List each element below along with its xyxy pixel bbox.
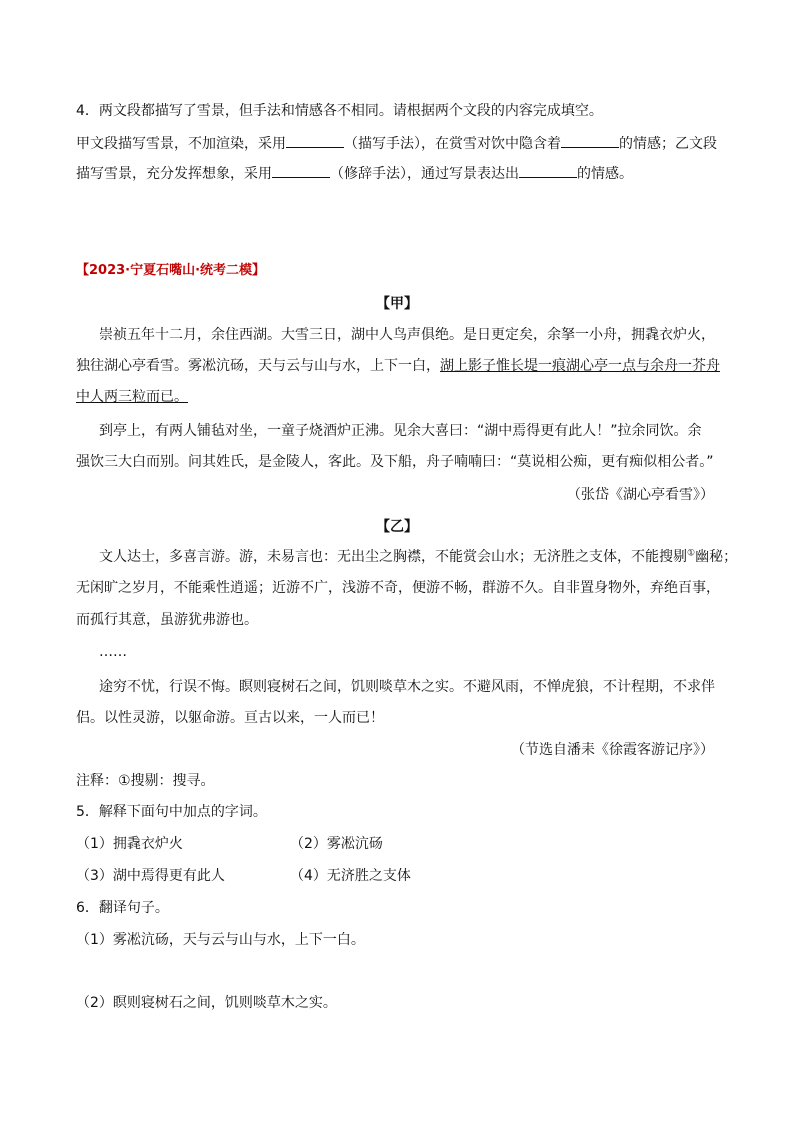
footnote: 注释：①搜剔：搜寻。 xyxy=(76,773,215,789)
passage-jia-line: 崇祯五年十二月，余住西湖。大雪三日，湖中人鸟声俱绝。是日更定矣，余拏一小舟，拥毳衣炉火， xyxy=(99,327,715,343)
answer-blank[interactable] xyxy=(519,163,577,178)
passage-text: 幽秘； xyxy=(695,549,738,565)
passage-yi-line xyxy=(99,547,737,567)
passage-yi-heading: 【乙】 xyxy=(376,519,418,535)
question-4-title: 4．两文段都描写了雪景，但手法和情感各不相同。请根据两个文段的内容完成填空。 xyxy=(76,103,603,119)
q4-text: （修辞手法），通过写景表达出 xyxy=(330,166,519,182)
question-6-item: （2）瞑则寝树石之间，饥则啖草木之实。 xyxy=(76,995,337,1011)
question-6-title: 6．翻译句子。 xyxy=(76,900,169,916)
question-5-item: （1）拥毳衣炉火 xyxy=(76,836,183,852)
passage-yi-source: （节选自潘耒《徐霞客游记序》） xyxy=(511,742,714,758)
passage-jia-line xyxy=(76,356,720,376)
answer-blank[interactable] xyxy=(561,133,619,148)
question-5-item: （4）无济胜之支体 xyxy=(290,868,411,884)
passage-yi-line: 途穷不忧，行误不悔。瞑则寝树石之间，饥则啖草木之实。不避风雨，不惮虎狼，不计程期，不求伴 xyxy=(99,679,715,695)
passage-jia-source: （张岱《湖心亭看雪》） xyxy=(567,487,714,503)
footnote-marker: ① xyxy=(687,548,696,559)
question-5-item: （3）湖中焉得更有此人 xyxy=(76,868,225,884)
passage-yi-line: 侣。以性灵游，以躯命游。亘古以来，一人而已！ xyxy=(76,710,384,726)
question-6-item: （1）雾凇沆砀，天与云与山与水，上下一白。 xyxy=(76,932,365,948)
passage-yi-line: 而孤行其意，虽游犹弗游也。 xyxy=(76,612,258,628)
question-4-line-2 xyxy=(76,163,633,184)
q4-text: 描写雪景，充分发挥想象，采用 xyxy=(76,166,272,182)
underlined-sentence: 湖上影子惟长堤一痕湖心亭一点与余舟一芥舟 xyxy=(440,358,720,374)
q4-text: 甲文段描写雪景，不加渲染，采用 xyxy=(76,136,286,152)
passage-jia-line: 到亭上，有两人铺毡对坐，一童子烧酒炉正沸。见余大喜曰：“湖中焉得更有此人！”拉余同饮。余 xyxy=(99,423,702,439)
underlined-sentence: 中人两三粒而已。 xyxy=(76,389,188,405)
question-5-item: （2）雾凇沆砀 xyxy=(290,836,383,852)
ellipsis: …… xyxy=(99,644,127,660)
source-tag: 【2023·宁夏石嘴山·统考二模】 xyxy=(76,263,266,278)
q4-text: （描写手法），在赏雪对饮中隐含着 xyxy=(344,136,561,152)
answer-blank[interactable] xyxy=(286,133,344,148)
passage-text: 文人达士，多喜言游。游，未易言也：无出尘之胸襟，不能赏会山水；无济胜之支体，不能搜剔 xyxy=(99,549,687,565)
passage-jia-line: 强饮三大白而别。问其姓氏，是金陵人，客此。及下船，舟子喃喃曰：“莫说相公痴，更有痴似相公者。” xyxy=(76,454,714,470)
passage-text: 独往湖心亭看雪。雾凇沆砀，天与云与山与水，上下一白， xyxy=(76,358,440,374)
question-4-line-1 xyxy=(76,133,717,154)
q4-text: 的情感；乙文段 xyxy=(619,136,717,152)
passage-jia-heading: 【甲】 xyxy=(376,296,418,312)
answer-blank[interactable] xyxy=(272,163,330,178)
passage-yi-line: 无闲旷之岁月，不能乘性逍遥；近游不广，浅游不奇，便游不畅，群游不久。自非置身物外，弃绝百事， xyxy=(76,580,720,596)
q4-text: 的情感。 xyxy=(577,166,633,182)
question-5-title: 5．解释下面句中加点的字词。 xyxy=(76,804,267,820)
